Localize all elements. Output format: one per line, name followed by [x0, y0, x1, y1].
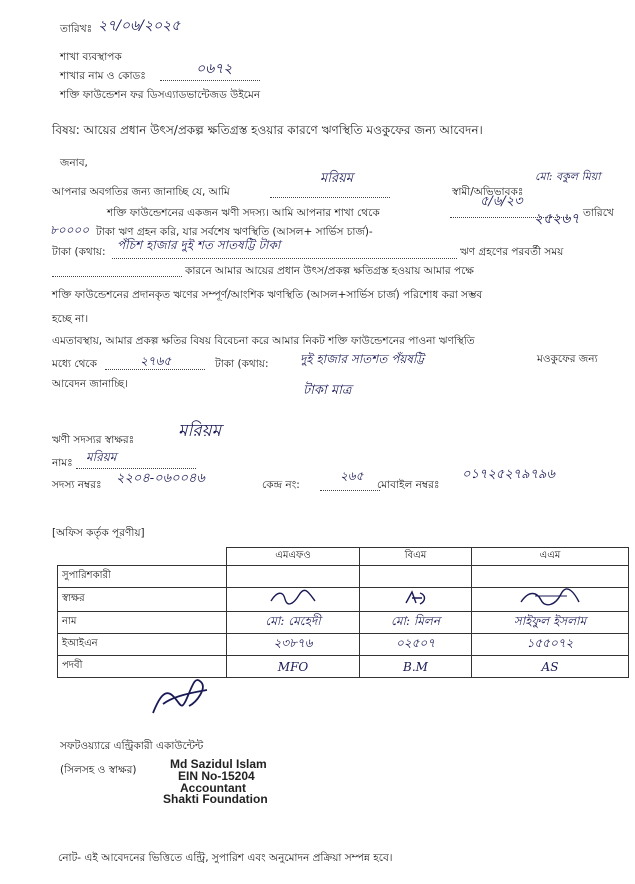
p2-end: আবেদন জানাচ্ছি।: [52, 378, 128, 390]
cell-recommender-mfo: [227, 566, 360, 588]
cell-designation-am: AS: [471, 656, 628, 678]
balance-in-words: পঁচিশ হাজার দুই শত সাতষট্টি টাকা: [117, 238, 281, 252]
member-name-label: নামঃ: [52, 457, 73, 469]
p1-intro: আপনার অবগতির জন্য জানাচ্ছি যে, আমি: [52, 186, 230, 198]
salutation: জনাব,: [60, 157, 88, 169]
accountant-seal-label: (সিলসহ ও স্বাক্ষর): [60, 764, 137, 776]
waiver-amount: ২৭৬৫: [140, 354, 172, 368]
stamp-title: Accountant: [180, 781, 246, 795]
p1-balance-text: টাকা ঋণ গ্রহন করি, যার সর্বশেষ ঋণস্থিতি (আসল+ সার্ভিস চার্জ)-: [96, 226, 373, 238]
waiver-in-words: দুই হাজার সাতশত পঁয়ষট্টি: [300, 352, 424, 366]
cell-designation-mfo: MFO: [227, 656, 360, 678]
member-name-value: মরিয়ম: [86, 450, 117, 464]
balance-words-dots: [112, 258, 457, 259]
stamp-ein: EIN No-15204: [178, 769, 255, 783]
cell-signature-mfo: [227, 588, 360, 612]
table-header-row: [58, 548, 629, 566]
subject-line: বিষয়: আয়ের প্রধান উৎস/প্রকল্প ক্ষতিগ্রস্ত হওয়ার কারণে ঋণস্থিতি মওকুফের জন্য আবেদন।: [52, 123, 483, 137]
table-row: [58, 588, 629, 612]
member-name-dots: [76, 468, 196, 469]
applicant-name: মরিয়ম: [320, 171, 353, 186]
office-heading: [অফিস কর্তৃক পূরণীয়]: [52, 527, 145, 539]
branch-label: শাখার নাম ও কোডঃ: [60, 70, 146, 82]
reason-dots: [52, 276, 182, 277]
cell-recommender-bm: [360, 566, 472, 588]
mobile-value: ০১৭২৫২৭৯৭৯৬: [462, 467, 555, 482]
loan-amount: ৮০০০০: [50, 223, 89, 237]
guardian-name: মো: বকুল মিয়া: [535, 170, 601, 183]
member-signature: মরিয়ম: [178, 421, 222, 441]
addressee-line: শাখা ব্যবস্থাপক: [60, 51, 122, 63]
p1-words-label: টাকা (কথায়:: [52, 246, 106, 258]
row-label-ein: ইআইএন: [58, 634, 227, 656]
p1-guardian-label: স্বামী/অভিভাবকঃ: [452, 186, 524, 198]
branch-code-dots: [160, 80, 260, 81]
row-label-name: নাম: [58, 612, 227, 634]
bm-signature-scribble: [396, 589, 436, 607]
cell-name-mfo: মো: মেহেদী: [227, 612, 360, 634]
mfo-signature-scribble: [263, 589, 323, 607]
row-label-signature: স্বাক্ষর: [58, 588, 227, 612]
p2-from: মধ্যে থেকে: [52, 358, 97, 370]
stamp-org: Shakti Foundation: [163, 792, 268, 806]
p1-name-dots: [270, 197, 390, 198]
loan-date: ৫/৬/২৩: [480, 194, 523, 209]
accountant-signature: [145, 668, 215, 723]
accountant-role: সফটওয়্যারে এন্ট্রিকারী একাউন্টেন্ট: [60, 740, 204, 752]
p1-end: হচ্ছে না।: [52, 313, 89, 325]
p1-repay-text: শক্তি ফাউন্ডেশনের প্রদানকৃত ঋণের সম্পূর্ণ/আংশিক ঋণস্থিতি (আসল+সার্ভিস চার্জ) পরিশোধ করা সম্ভব: [52, 289, 483, 301]
table-row: [58, 566, 629, 588]
waiver-amount-dots: [105, 369, 205, 370]
p2-words-label: টাকা (কথায়:: [215, 358, 269, 370]
cell-recommender-am: [471, 566, 628, 588]
cell-designation-bm: B.M: [360, 656, 472, 678]
date-value: ২৭/০৬/২০২৫: [98, 18, 181, 34]
footer-note: নোট- এই আবেদনের ভিত্তিতে এন্ট্রি, সুপারিশ এবং অনুমোদন প্রক্রিয়া সম্পন্ন হবে।: [58, 852, 393, 864]
center-dots: [320, 490, 380, 491]
p1-after-loan: ঋণ গ্রহণের পরবর্তী সময়: [460, 246, 564, 258]
mobile-label: মোবাইল নম্বরঃ: [377, 479, 440, 491]
member-number-label: সদস্য নম্বরঃ: [52, 479, 102, 491]
cell-signature-am: [471, 588, 628, 612]
col-am: এএম: [471, 548, 628, 566]
table-row: [58, 612, 629, 634]
am-signature-scribble: [515, 588, 585, 608]
table-row: [58, 656, 629, 678]
member-number-value: ২২০৪-০৬০০৪৬: [116, 471, 205, 486]
loan-balance: ২৫২৬৭: [534, 211, 580, 227]
cell-ein-mfo: ২৩৮৭৬: [227, 634, 360, 656]
col-bm: বিএম: [360, 548, 472, 566]
center-label: কেন্দ্র নং:: [262, 479, 300, 491]
cell-name-am: সাইফুল ইসলাম: [471, 612, 628, 634]
member-sign-label: ঋণী সদস্যর স্বাক্ষরঃ: [52, 434, 135, 446]
p2-intro: এমতাবস্থায়, আমার প্রকল্প ক্ষতির বিষয় বিবেচনা করে আমার নিকট শক্তি ফাউন্ডেশনের পাওনা ঋণস্থিতি: [52, 335, 475, 347]
stamp-name: Md Sazidul Islam: [170, 757, 267, 771]
date-label: তারিখঃ: [60, 23, 93, 35]
office-heading-text: অফিস কর্তৃক পূরণীয়: [56, 527, 141, 539]
col-mfo: এমএফও: [227, 548, 360, 566]
cell-name-bm: মো: মিলন: [360, 612, 472, 634]
p1-member-text: শক্তি ফাউন্ডেশনের একজন ঋণী সদস্য। আমি আপনার শাখা থেকে: [107, 207, 380, 219]
organization-line: শক্তি ফাউন্ডেশন ফর ডিসএ্যাডভান্টেজড উইমেন: [60, 89, 261, 101]
center-value: ২৬৫: [340, 469, 364, 483]
p2-waiver-text: মওকুফের জন্য: [537, 353, 598, 365]
row-label-recommender: সুপারিশকারী: [58, 566, 227, 588]
p1-reason-text: কারনে আমার আয়ের প্রধান উৎস/প্রকল্প ক্ষতিগ্রস্ত হওয়ায় আমার পক্ষে: [185, 265, 474, 277]
row-label-designation: পদবী: [58, 656, 227, 678]
cell-ein-am: ১৫৫০৭২: [471, 634, 628, 656]
cell-signature-bm: [360, 588, 472, 612]
p1-date-suffix: তারিখে: [583, 207, 614, 219]
recommendation-table: [57, 547, 629, 678]
branch-code: ০৬৭২: [196, 61, 233, 77]
table-corner: [58, 548, 227, 566]
cell-ein-bm: ০২৫০৭: [360, 634, 472, 656]
waiver-in-words-cont: টাকা মাত্র: [303, 383, 352, 398]
table-row: [58, 634, 629, 656]
